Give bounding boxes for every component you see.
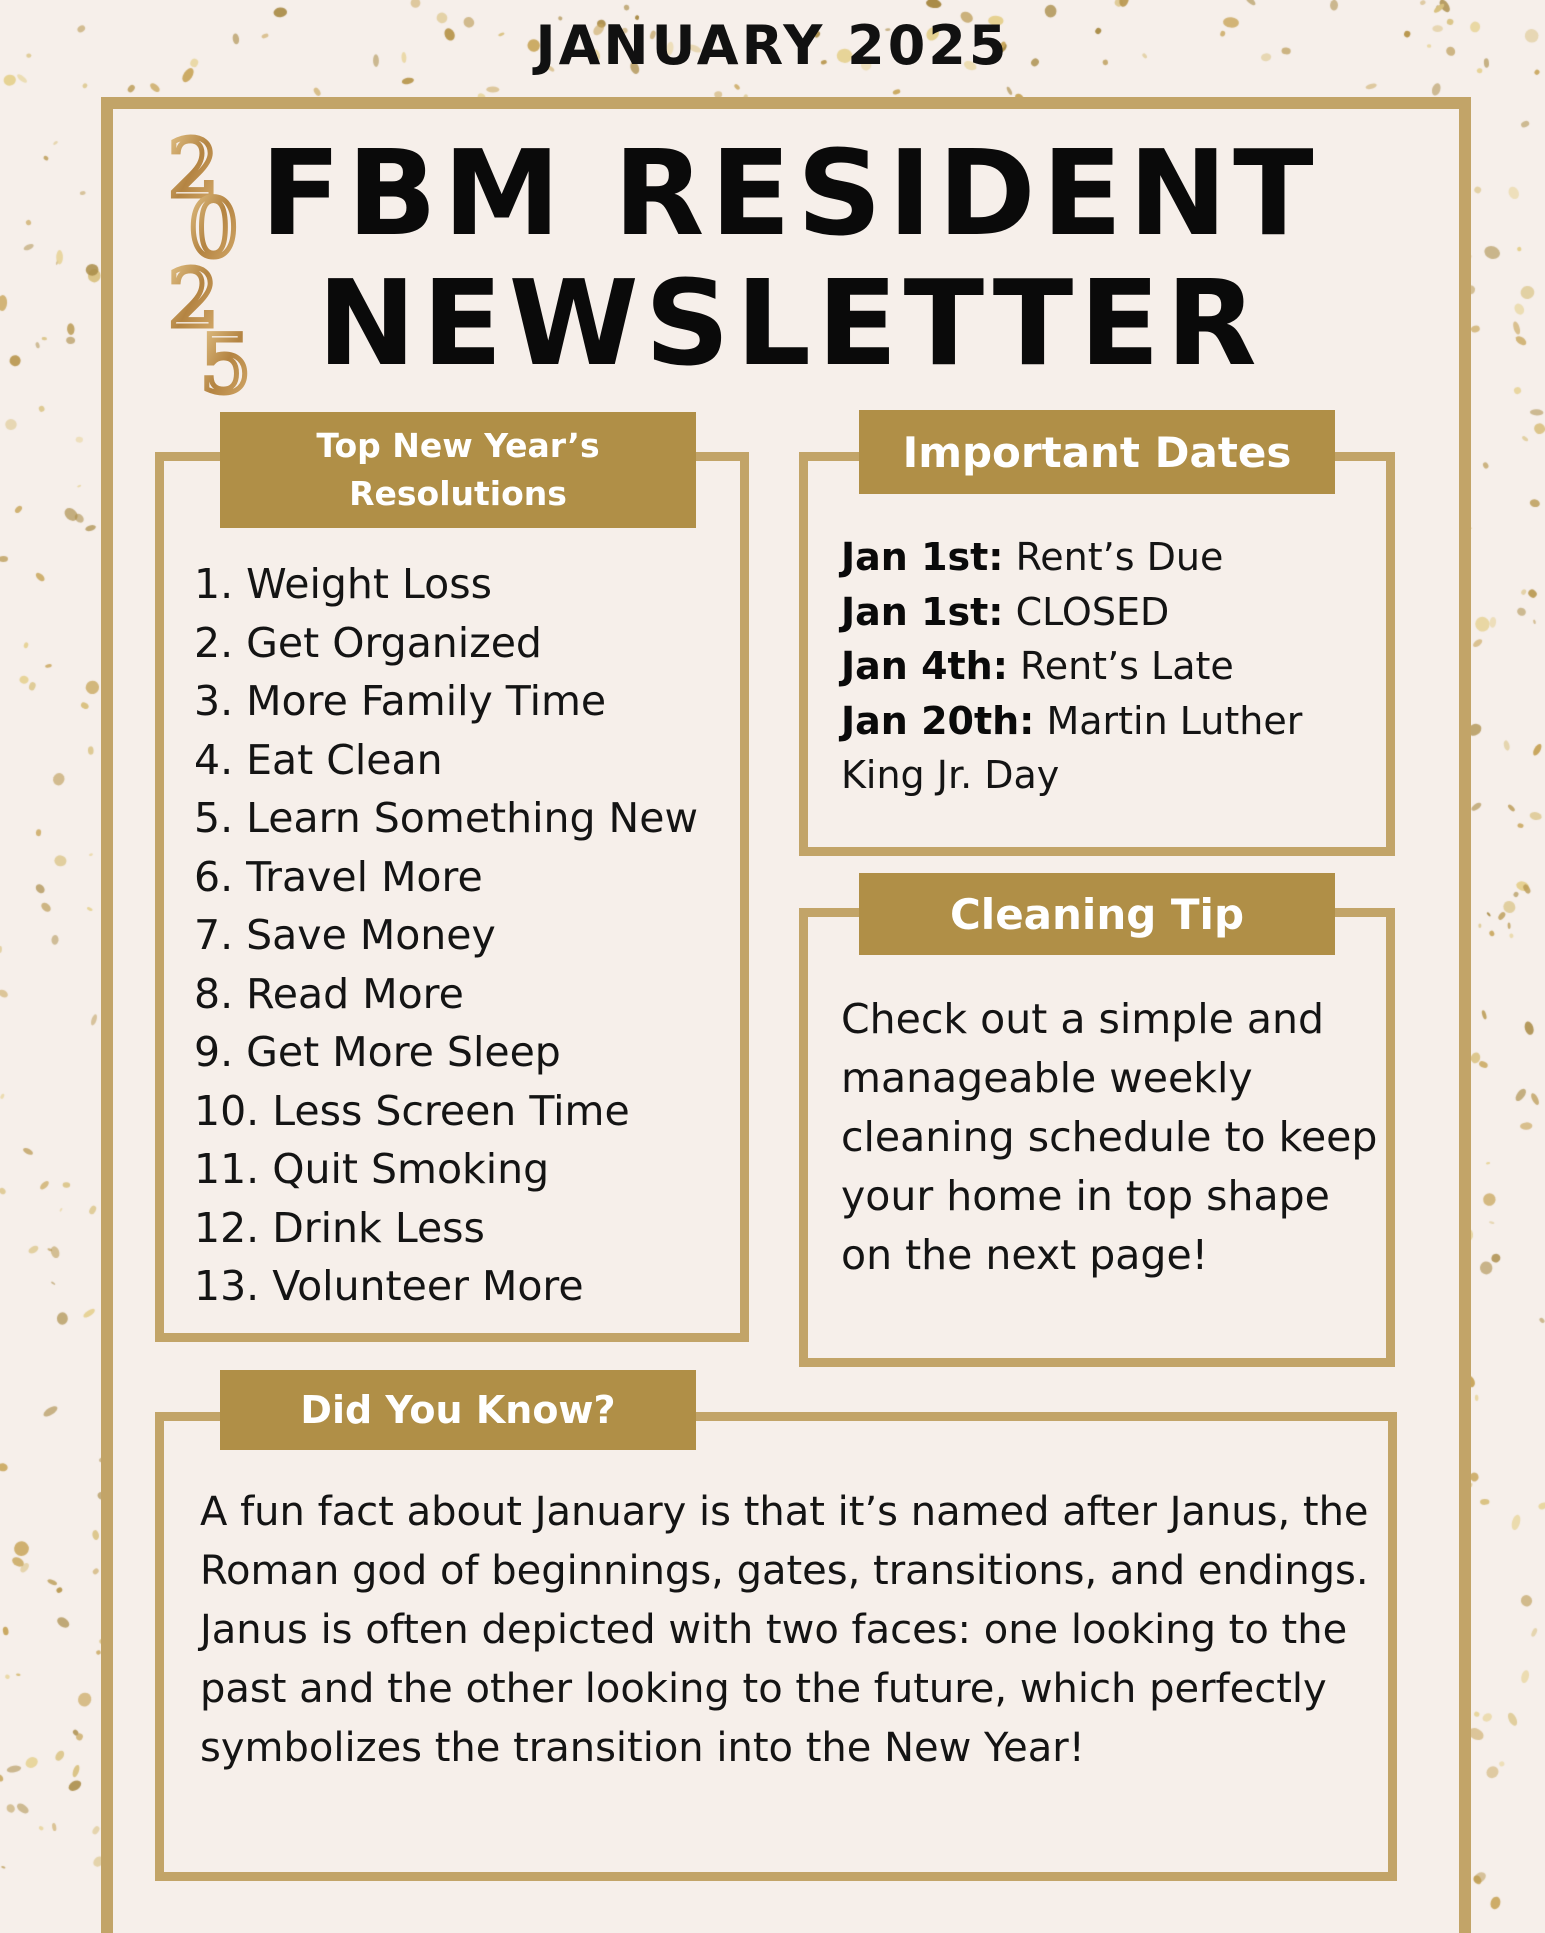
list-item: 1. Weight Loss [194, 560, 492, 608]
did-you-know-heading: Did You Know? [220, 1370, 696, 1450]
list-item: 6. Travel More [194, 852, 483, 901]
date-event: Rent’s Due [1015, 535, 1224, 579]
important-dates-list [841, 530, 1381, 803]
date-row [841, 694, 1381, 803]
cleaning-tip-text: Check out a simple and manageable weekly cleaning schedule to keep your home in top shape on the next page! [841, 995, 1378, 1279]
list-item: 4. Eat Clean [194, 735, 443, 784]
list-item: 7. Save Money [194, 911, 496, 959]
year-2025-graphic [160, 126, 280, 406]
title-line: FBM RESIDENT [260, 124, 1320, 262]
newsletter-title [190, 124, 1390, 392]
year-digit: 2 [168, 252, 219, 345]
resolutions-list [194, 555, 734, 1316]
list-item: 10. Less Screen Time [194, 1086, 630, 1135]
list-item: 11. Quit Smoking [194, 1145, 550, 1193]
date-label: Jan 4th: [841, 644, 1008, 688]
title-line: NEWSLETTER [317, 254, 1263, 392]
date-row [841, 639, 1381, 694]
date-label: Jan 1st: [841, 589, 1004, 634]
important-dates-heading: Important Dates [859, 410, 1335, 494]
list-item: 8. Read More [194, 969, 464, 1018]
date-event: Rent’s Late [1020, 644, 1234, 688]
date-label: Jan 1st: [841, 535, 1004, 579]
year-digit: 5 [200, 318, 251, 406]
date-event: Martin Luther King Jr. Day [841, 698, 1303, 797]
year-digit: 2 [168, 126, 219, 215]
date-row [841, 530, 1381, 585]
list-item: 12. Drink Less [194, 1203, 485, 1252]
cleaning-tip-heading: Cleaning Tip [859, 873, 1335, 955]
list-item: 13. Volunteer More [194, 1262, 584, 1310]
list-item: 5. Learn Something New [194, 794, 698, 842]
did-you-know-text: A fun fact about January is that it’s named after Janus, the Roman god of beginnings, gates, transitions, and endings. Janus is often depicted with two faces: one looking to the past and the other looking to the future, which perfectly symbolizes the transition into the New Year! [200, 1489, 1369, 1771]
list-item: 2. Get Organized [194, 618, 542, 667]
heading-line: Resolutions [349, 474, 567, 513]
date-label: Jan 20th: [841, 698, 1035, 743]
newsletter-month: JANUARY 2025 [535, 14, 1010, 77]
heading-line: Top New Year’s [316, 426, 600, 465]
list-item: 3. More Family Time [194, 677, 607, 725]
year-digit: 0 [188, 182, 239, 275]
list-item: 9. Get More Sleep [194, 1028, 561, 1076]
date-event: CLOSED [1015, 589, 1170, 634]
resolutions-heading [220, 412, 696, 528]
date-row [841, 585, 1381, 640]
